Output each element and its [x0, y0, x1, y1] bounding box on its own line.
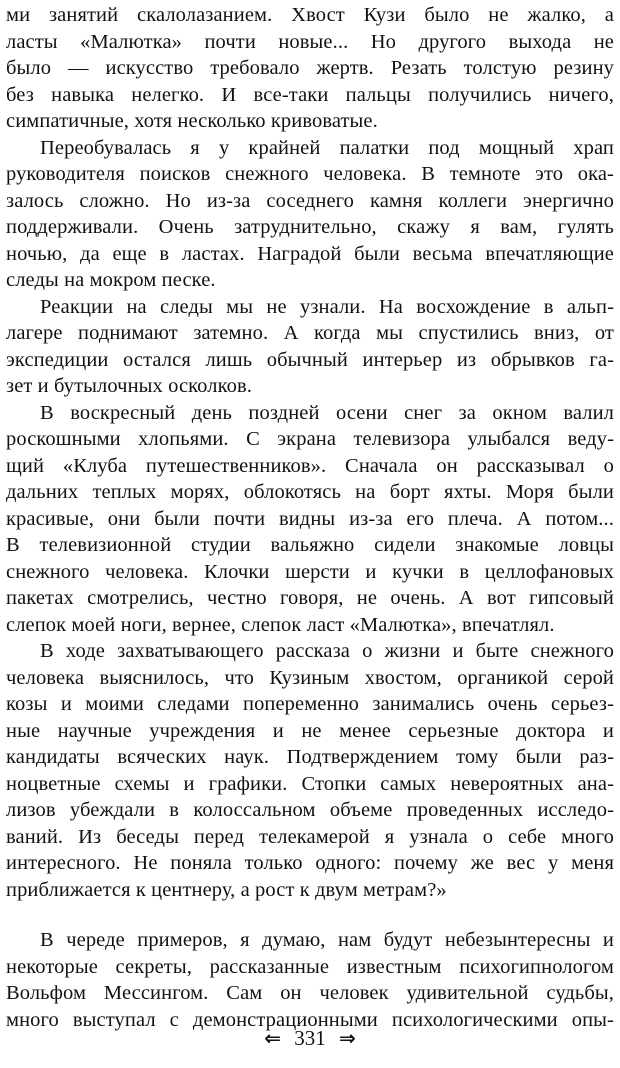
text-line: козы и моими следами попеременно занимались очень серьез-	[6, 693, 614, 715]
text-line: без навыка нелегко. И все-таки пальцы получились ничего,	[6, 83, 614, 106]
page-footer	[0, 1024, 620, 1051]
text-line: ласты «Малютка» почти новые... Но другого выхода не	[6, 30, 614, 53]
text-line: Реакции на следы мы не узнали. На восхождение в альп-	[40, 295, 614, 318]
text-line: красивые, они были почти видны из-за его плеча. А потом...	[6, 507, 614, 530]
text-line: дальних теплых морях, облокотясь на борт яхты. Моря были	[6, 481, 614, 503]
text-line: поддерживали. Очень затруднительно, скажу я вам, гулять	[6, 216, 614, 238]
text-line: ми занятий скалолазанием. Хвост Кузи было не жалко, а	[6, 4, 614, 26]
text-line: человека выяснилось, что Кузиным хвостом, органикой серой	[6, 666, 614, 689]
text-line: Вольфом Мессингом. Сам он человек удивительной судьбы,	[6, 982, 614, 1004]
left-arrow-icon: ⇐	[264, 1026, 281, 1051]
text-line: роскошными хлопьями. С экрана телевизора улыбался веду-	[6, 428, 614, 450]
text-line: экспедиции остался лишь обычный интерьер из обрывков га-	[6, 348, 614, 371]
text-line: залось сложно. Но из-за соседнего камня коллеги энергично	[6, 189, 614, 212]
text-line: Переобувалась я у крайней палатки под мощный храп	[40, 136, 614, 159]
text-line: следы на мокром песке.	[6, 269, 216, 291]
body-text	[6, 2, 614, 1033]
text-line: лагере поднимают затемно. А когда мы спустились вниз, от	[6, 322, 614, 344]
page-number: 331	[294, 1025, 326, 1050]
text-line: зет и бутылочных осколков.	[6, 375, 252, 397]
text-line: кандидаты всяческих наук. Подтверждением тому были раз-	[6, 746, 614, 768]
text-line: щий «Клуба путешественников». Сначала он рассказывал о	[6, 454, 614, 477]
text-line: слепок моей ноги, вернее, слепок ласт «Малютка», впечатлял.	[6, 613, 555, 636]
text-line: некоторые секреты, рассказанные известным психогипнологом	[6, 955, 614, 978]
text-line: симпатичные, хотя несколько кривоватые.	[6, 110, 378, 132]
text-line: лизов убеждали в колоссальном объеме проведенных исследо-	[6, 799, 614, 821]
text-line: В воскресный день поздней осени снег за окном валил	[40, 401, 614, 424]
text-line: В череде примеров, я думаю, нам будут небезынтересны и	[40, 929, 614, 951]
text-line: снежного человека. Клочки шерсти и кучки в целлофановых	[6, 560, 614, 583]
text-line: В телевизионной студии вальяжно сидели знакомые ловцы	[6, 534, 614, 556]
text-line: много выступал с демонстрационными психологическими опы-	[6, 1008, 614, 1031]
text-line: ноцветные схемы и графики. Стопки самых невероятных ана-	[6, 772, 614, 795]
text-line: руководителя поисков снежного человека. В темноте это ока-	[6, 163, 614, 185]
text-line: пакетах смотрелись, честно говоря, не очень. А вот гипсовый	[6, 587, 614, 609]
text-line: ночью, да еще в ластах. Наградой были весьма впечатляющие	[6, 242, 614, 265]
text-line: было — искусство требовало жертв. Резать толстую резину	[6, 57, 614, 79]
text-line: В ходе захватывающего рассказа о жизни и быте снежного	[40, 640, 614, 662]
text-line: интересного. Не поняла только одного: почему же вес у меня	[6, 852, 614, 874]
right-arrow-icon: ⇒	[339, 1026, 356, 1051]
text-line: ваний. Из беседы перед телекамерой я узнала о себе много	[6, 825, 614, 848]
text-line: приближается к центнеру, а рост к двум метрам?»	[6, 878, 447, 901]
text-line: ные научные учреждения и не менее серьезные доктора и	[6, 719, 614, 742]
paragraph-gap	[6, 903, 614, 927]
